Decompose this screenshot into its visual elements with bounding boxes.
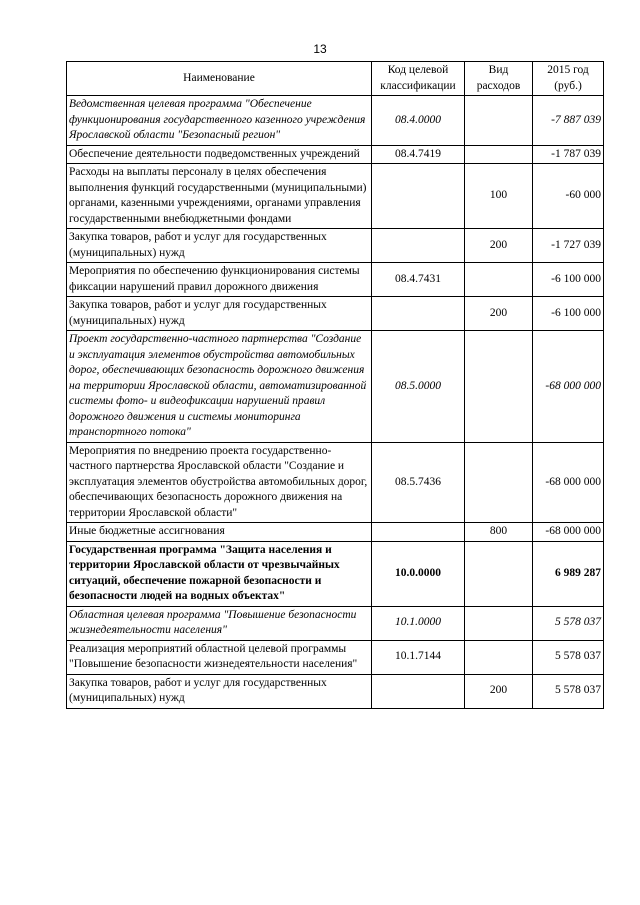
table-row (67, 442, 604, 523)
type-cell (465, 606, 533, 640)
table-row (67, 541, 604, 606)
table-row (67, 164, 604, 229)
code-cell: 10.1.0000 (372, 606, 465, 640)
table-row (67, 331, 604, 443)
header-type: Вид расходов (465, 62, 533, 96)
table-row (67, 263, 604, 297)
code-cell (372, 523, 465, 542)
table-row (67, 297, 604, 331)
type-cell (465, 263, 533, 297)
amount-cell: -68 000 000 (533, 442, 604, 523)
code-cell (372, 674, 465, 708)
amount-cell: -6 100 000 (533, 297, 604, 331)
type-cell (465, 145, 533, 164)
code-cell: 08.4.7431 (372, 263, 465, 297)
name-cell: Реализация мероприятий областной целевой программы "Повышение безопасности жизнедеятельности населения" (67, 640, 372, 674)
amount-cell: -7 887 039 (533, 96, 604, 146)
code-cell: 10.1.7144 (372, 640, 465, 674)
type-cell (465, 442, 533, 523)
code-cell (372, 229, 465, 263)
amount-cell: -60 000 (533, 164, 604, 229)
name-cell: Иные бюджетные ассигнования (67, 523, 372, 542)
code-cell: 08.5.0000 (372, 331, 465, 443)
name-cell: Государственная программа "Защита населения и территории Ярославской области от чрезвычайных ситуаций, обеспечение пожарной безопасности и безопасности людей на водных объектах" (67, 541, 372, 606)
name-cell: Областная целевая программа "Повышение безопасности жизнедеятельности населения" (67, 606, 372, 640)
amount-cell: 5 578 037 (533, 606, 604, 640)
code-cell: 08.4.7419 (372, 145, 465, 164)
name-cell: Закупка товаров, работ и услуг для государственных (муниципальных) нужд (67, 229, 372, 263)
type-cell: 200 (465, 229, 533, 263)
type-cell (465, 96, 533, 146)
name-cell: Проект государственно-частного партнерства "Создание и эксплуатация элементов обустройства автомобильных дорог, обеспечивающих безопасность дорожного движения на территории Ярославской области, автоматизированной системы фото- и видеофиксации нарушений правил дорожного движения и системы мониторинга транспортного потока" (67, 331, 372, 443)
header-name: Наименование (67, 62, 372, 96)
code-cell (372, 297, 465, 331)
table-header-row (67, 62, 604, 96)
table-row (67, 674, 604, 708)
name-cell: Обеспечение деятельности подведомственных учреждений (67, 145, 372, 164)
code-cell: 10.0.0000 (372, 541, 465, 606)
type-cell (465, 640, 533, 674)
type-cell: 100 (465, 164, 533, 229)
table-row (67, 640, 604, 674)
code-cell: 08.4.0000 (372, 96, 465, 146)
table-row (67, 229, 604, 263)
amount-cell: -6 100 000 (533, 263, 604, 297)
table-row (67, 606, 604, 640)
table-row (67, 523, 604, 542)
name-cell: Закупка товаров, работ и услуг для государственных (муниципальных) нужд (67, 674, 372, 708)
name-cell: Ведомственная целевая программа "Обеспечение функционирования государственного казенного учреждения Ярославской области "Безопасный регион" (67, 96, 372, 146)
name-cell: Закупка товаров, работ и услуг для государственных (муниципальных) нужд (67, 297, 372, 331)
amount-cell: -1 787 039 (533, 145, 604, 164)
amount-cell: 6 989 287 (533, 541, 604, 606)
type-cell: 200 (465, 674, 533, 708)
type-cell: 200 (465, 297, 533, 331)
header-code: Код целевой классификации (372, 62, 465, 96)
code-cell: 08.5.7436 (372, 442, 465, 523)
type-cell (465, 541, 533, 606)
table-body (67, 96, 604, 709)
amount-cell: -1 727 039 (533, 229, 604, 263)
amount-cell: 5 578 037 (533, 640, 604, 674)
name-cell: Мероприятия по внедрению проекта государственно-частного партнерства Ярославской области "Создание и эксплуатация элементов обустройства автомобильных дорог, обеспечивающих безопасность дорожного движения на территории Ярославской области" (67, 442, 372, 523)
page-number: 13 (313, 42, 327, 56)
name-cell: Расходы на выплаты персоналу в целях обеспечения выполнения функций государственными (муниципальными) органами, казенными учреждениями, органами управления государственными внебюджетными фондами (67, 164, 372, 229)
budget-table (66, 61, 604, 709)
amount-cell: 5 578 037 (533, 674, 604, 708)
table-row (67, 96, 604, 146)
name-cell: Мероприятия по обеспечению функционирования системы фиксации нарушений правил дорожного движения (67, 263, 372, 297)
type-cell (465, 331, 533, 443)
type-cell: 800 (465, 523, 533, 542)
code-cell (372, 164, 465, 229)
amount-cell: -68 000 000 (533, 523, 604, 542)
amount-cell: -68 000 000 (533, 331, 604, 443)
table-row (67, 145, 604, 164)
header-amount: 2015 год (руб.) (533, 62, 604, 96)
